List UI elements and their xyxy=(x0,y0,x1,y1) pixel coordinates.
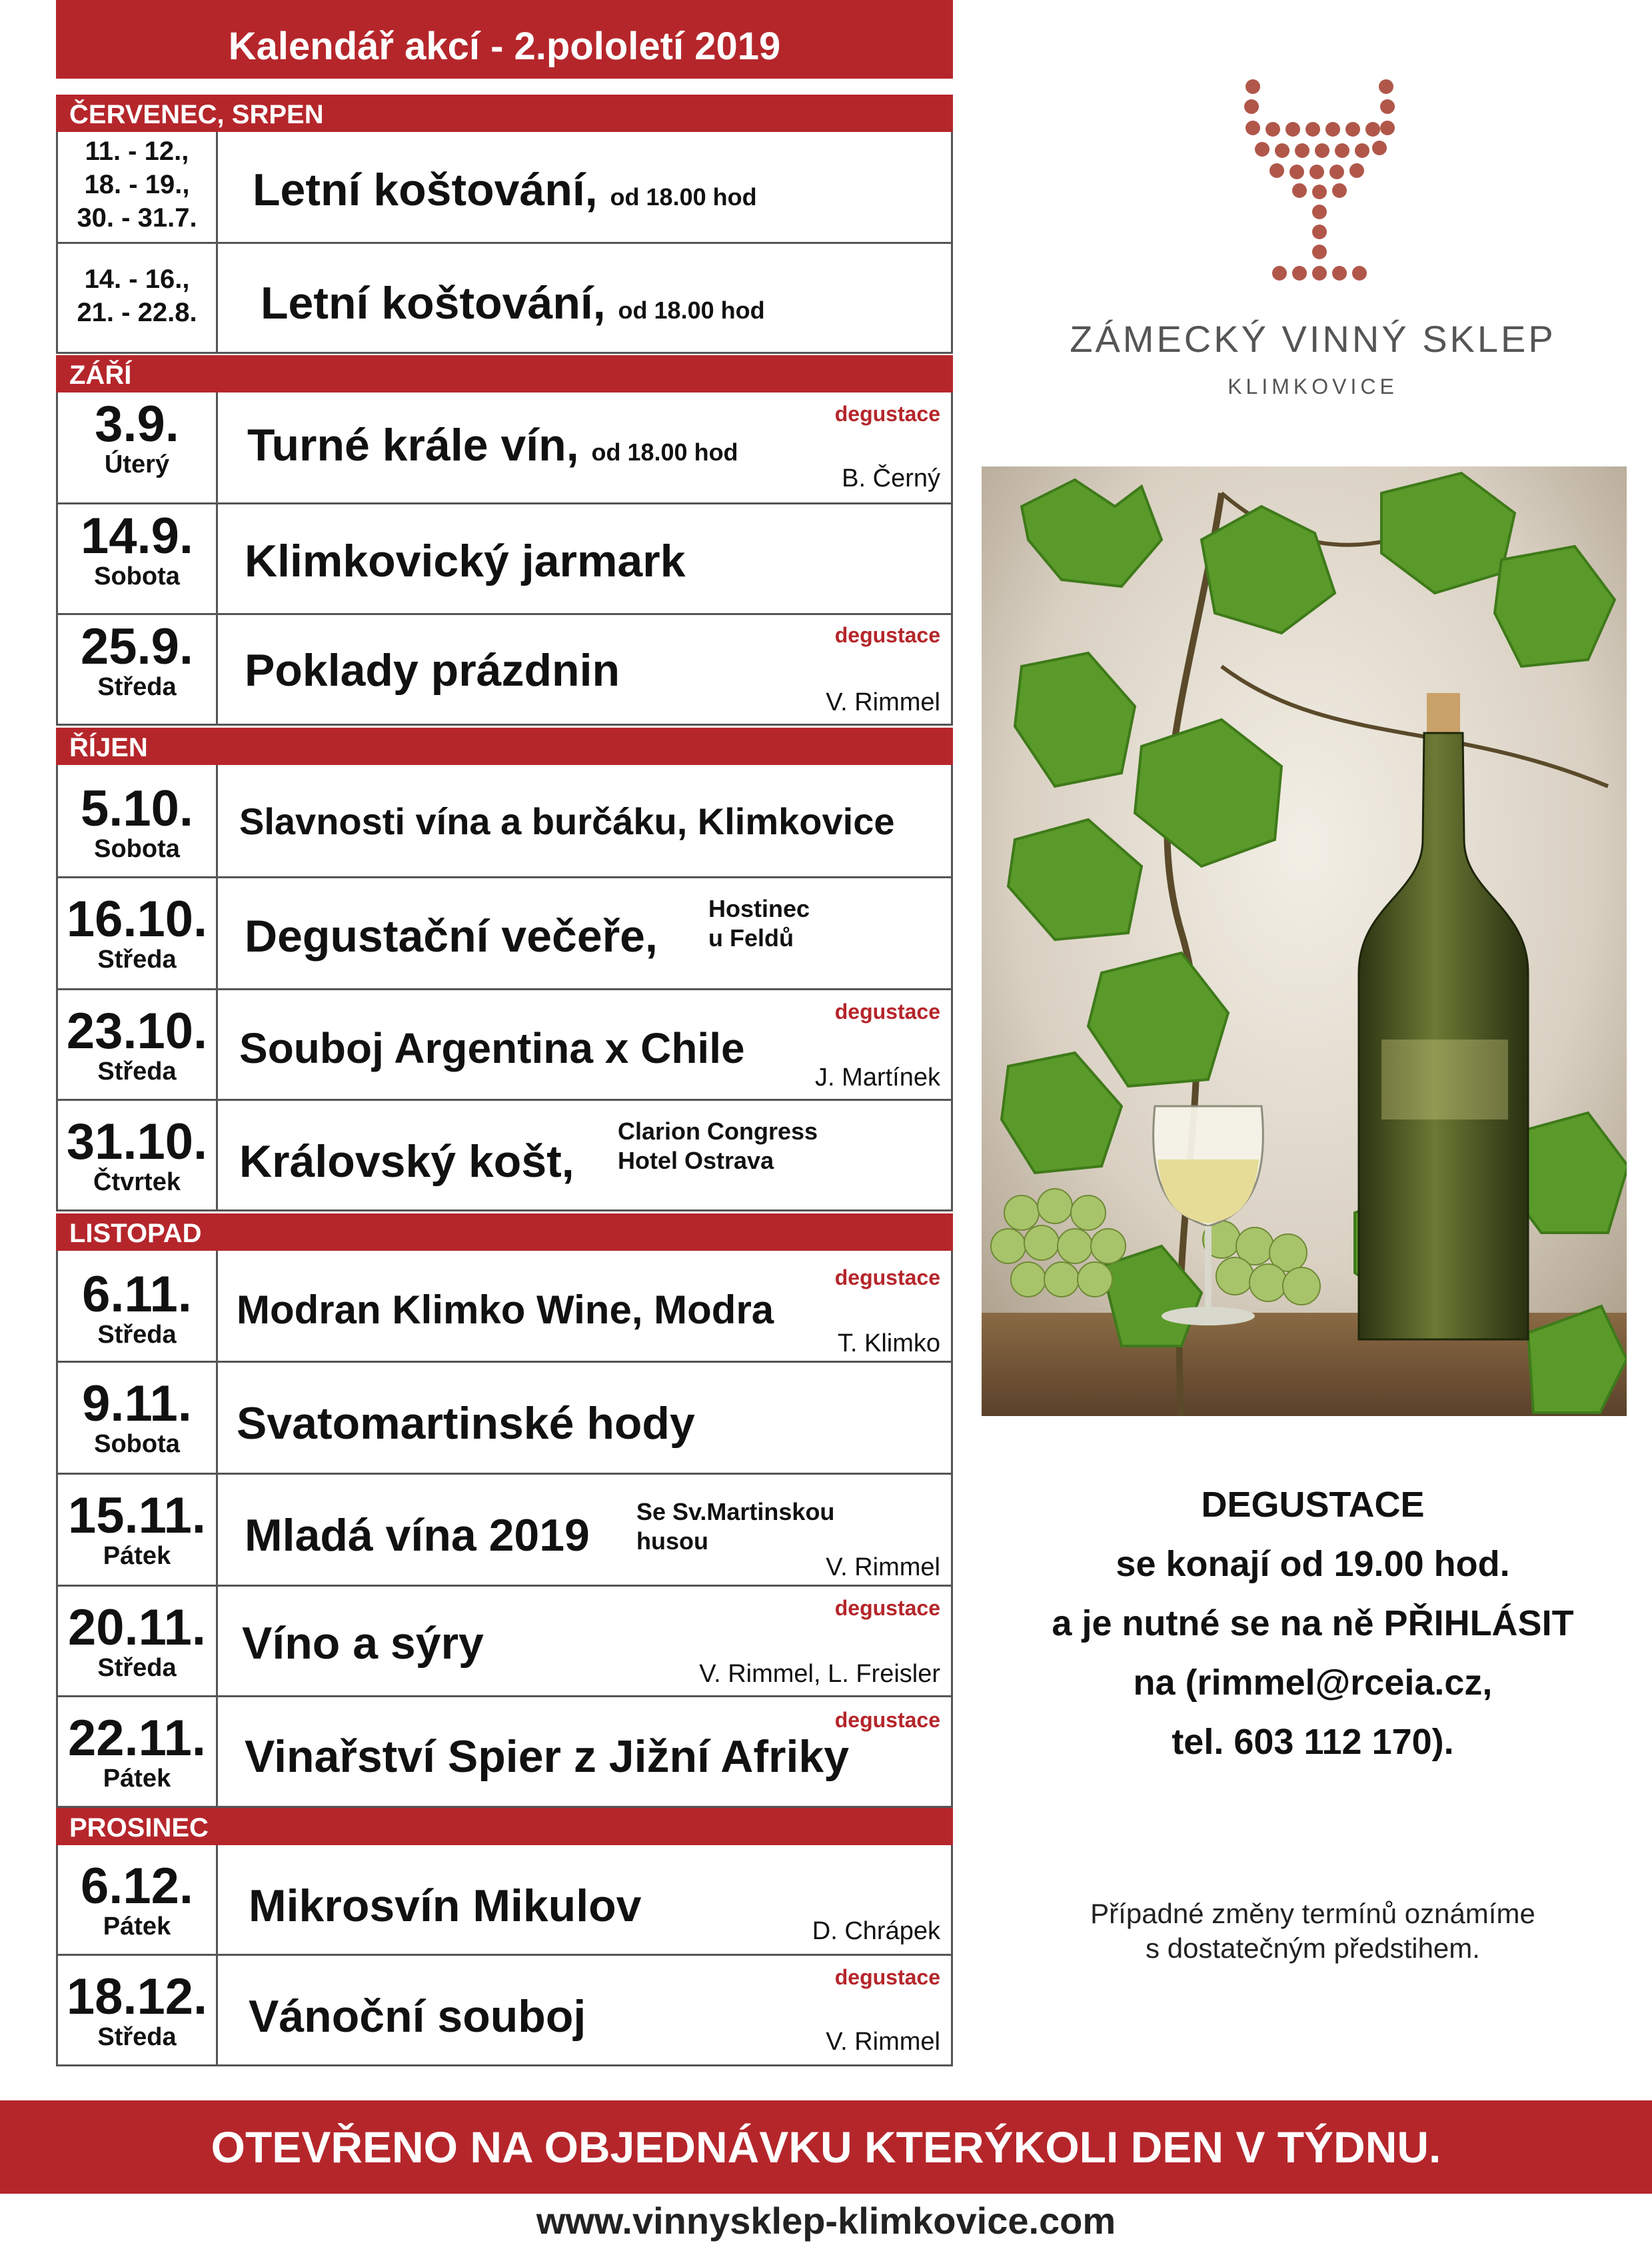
event-date: 6.12. xyxy=(80,1858,194,1914)
event-title: Souboj Argentina x Chile xyxy=(239,1024,745,1072)
event-title: Svatomartinské hody xyxy=(237,1398,695,1449)
degustace-label: degustace xyxy=(834,1965,940,1989)
changes-notice-line: s dostatečným předstihem. xyxy=(1146,1932,1480,1964)
event-date: 18.12. xyxy=(66,1968,208,2025)
event-weekday: Středa xyxy=(97,673,177,701)
event-weekday: Středa xyxy=(97,1321,177,1349)
degustace-label: degustace xyxy=(834,1708,940,1732)
event-row xyxy=(56,1251,953,1363)
month-header-oct: ŘÍJEN xyxy=(56,728,953,765)
event-date: 23.10. xyxy=(66,1003,208,1060)
month-header-jul-aug: ČERVENEC, SRPEN xyxy=(56,95,953,132)
event-date: 15.11. xyxy=(67,1487,207,1544)
event-presenter: J. Martínek xyxy=(815,1064,940,1092)
event-weekday: Čtvrtek xyxy=(93,1168,181,1196)
month-header-nov: LISTOPAD xyxy=(56,1213,953,1251)
event-presenter: B. Černý xyxy=(842,464,940,492)
logo-place: KLIMKOVICE xyxy=(1228,375,1398,398)
event-title xyxy=(247,419,738,471)
event-title: Klimkovický jarmark xyxy=(245,536,686,586)
event-row xyxy=(56,1587,953,1697)
month-header-sep: ZÁŘÍ xyxy=(56,355,953,392)
logo-name: ZÁMECKÝ VINNÝ SKLEP xyxy=(1070,318,1556,360)
event-presenter: V. Rimmel, L. Freisler xyxy=(699,1660,940,1688)
event-date: 31.10. xyxy=(66,1114,208,1170)
event-weekday: Pátek xyxy=(103,1912,171,1940)
event-date-line: 30. - 31.7. xyxy=(77,203,197,233)
event-note-line: husou xyxy=(636,1527,708,1555)
event-date-line: 21. - 22.8. xyxy=(77,298,197,327)
event-date-cell xyxy=(58,244,218,352)
event-row xyxy=(56,615,953,726)
degustace-label: degustace xyxy=(834,402,940,426)
calendar-title: Kalendář akcí - 2.pololetí 2019 xyxy=(56,0,953,79)
opening-banner: OTEVŘENO NA OBJEDNÁVKU KTERÝKOLI DEN V TÝDNU. xyxy=(0,2100,1652,2194)
event-date: 3.9. xyxy=(95,396,179,452)
event-venue-line: u Feldů xyxy=(708,924,794,952)
event-title: Poklady prázdnin xyxy=(245,645,620,696)
event-presenter: T. Klimko xyxy=(837,1329,940,1357)
event-date-cell xyxy=(58,392,218,502)
event-weekday: Úterý xyxy=(104,450,170,478)
event-date-cell xyxy=(58,765,218,876)
event-weekday: Pátek xyxy=(103,1542,171,1570)
event-row xyxy=(56,244,953,354)
event-row xyxy=(56,990,953,1101)
degustace-info-line: se konají od 19.00 hod. xyxy=(1116,1544,1510,1584)
event-presenter: V. Rimmel xyxy=(826,1553,940,1581)
event-weekday: Středa xyxy=(97,1058,177,1086)
event-row xyxy=(56,504,953,615)
degustace-label: degustace xyxy=(834,623,940,647)
event-presenter: V. Rimmel xyxy=(826,2028,940,2056)
event-date-line: 11. - 12., xyxy=(85,137,189,166)
event-row xyxy=(56,132,953,244)
event-title: Modran Klimko Wine, Modra xyxy=(237,1287,774,1332)
event-date-cell xyxy=(58,132,218,242)
event-weekday: Sobota xyxy=(94,835,180,863)
degustace-label: degustace xyxy=(834,1596,940,1620)
event-time: od 18.00 hod xyxy=(618,297,765,324)
wine-glass-logo-icon xyxy=(1239,73,1399,293)
event-date-cell xyxy=(58,1101,218,1209)
degustace-info-heading: DEGUSTACE xyxy=(1201,1485,1425,1525)
event-venue-line: Clarion Congress xyxy=(618,1118,818,1145)
event-row xyxy=(56,1697,953,1808)
event-date: 9.11. xyxy=(82,1375,192,1432)
event-weekday: Sobota xyxy=(94,1430,180,1458)
event-date-cell xyxy=(58,504,218,613)
event-time: od 18.00 hod xyxy=(610,183,757,211)
month-header-dec: PROSINEC xyxy=(56,1808,953,1845)
event-date: 5.10. xyxy=(80,780,194,837)
event-title xyxy=(261,277,765,329)
event-presenter: V. Rimmel xyxy=(826,688,940,716)
event-title: Degustační večeře, xyxy=(245,911,658,962)
event-title: Mikrosvín Mikulov xyxy=(249,1880,642,1931)
event-venue xyxy=(708,894,810,953)
event-date-cell xyxy=(58,990,218,1099)
wine-bottle-photo xyxy=(982,466,1627,1416)
event-venue-line: Hotel Ostrava xyxy=(618,1147,774,1174)
event-date: 25.9. xyxy=(80,618,194,675)
event-weekday: Pátek xyxy=(103,1765,171,1793)
event-time: od 18.00 hod xyxy=(591,438,738,466)
degustace-info-line: a je nutné se na ně PŘIHLÁSIT xyxy=(1052,1603,1574,1643)
event-note-line: Se Sv.Martinskou xyxy=(636,1498,835,1525)
event-title-text: Letní koštování, xyxy=(261,278,606,329)
event-date-line: 14. - 16., xyxy=(84,265,190,294)
degustace-label: degustace xyxy=(834,1265,940,1289)
event-title-text: Turné krále vín, xyxy=(247,420,579,470)
event-note xyxy=(636,1497,834,1556)
event-date: 22.11. xyxy=(67,1710,207,1767)
event-row xyxy=(56,1475,953,1587)
event-date: 14.9. xyxy=(80,508,194,564)
event-date-cell xyxy=(58,1475,218,1585)
event-date-line: 18. - 19., xyxy=(84,170,190,199)
degustace-info-email: na (rimmel@rceia.cz, xyxy=(1133,1663,1493,1703)
event-date-cell xyxy=(58,1956,218,2064)
event-row xyxy=(56,1956,953,2066)
event-weekday: Sobota xyxy=(94,562,180,590)
event-title xyxy=(253,164,757,216)
event-date-cell xyxy=(58,1587,218,1695)
event-row xyxy=(56,878,953,990)
event-title: Vinařství Spier z Jižní Afriky xyxy=(245,1731,850,1782)
event-date-cell xyxy=(58,1845,218,1954)
event-row xyxy=(56,765,953,878)
event-weekday: Středa xyxy=(97,946,177,974)
event-date: 16.10. xyxy=(66,891,208,948)
event-title: Víno a sýry xyxy=(242,1618,484,1669)
event-title-text: Letní koštování, xyxy=(253,165,598,215)
degustace-label: degustace xyxy=(834,1000,940,1024)
website-link[interactable]: www.vinnysklep-klimkovice.com xyxy=(536,2200,1116,2242)
event-presenter: D. Chrápek xyxy=(812,1917,940,1945)
event-title: Slavnosti vína a burčáku, Klimkovice xyxy=(239,800,895,842)
event-row xyxy=(56,1363,953,1475)
event-date-cell xyxy=(58,878,218,988)
changes-notice-line: Případné změny termínů oznámíme xyxy=(1090,1898,1535,1929)
event-venue-line: Hostinec xyxy=(708,895,810,922)
event-date-cell xyxy=(58,615,218,724)
event-row xyxy=(56,392,953,504)
event-row xyxy=(56,1845,953,1956)
event-weekday: Středa xyxy=(97,2023,177,2051)
event-row xyxy=(56,1101,953,1211)
event-date-cell xyxy=(58,1251,218,1361)
event-title: Vánoční souboj xyxy=(249,1991,586,2042)
event-venue xyxy=(618,1117,818,1175)
event-weekday: Středa xyxy=(97,1654,177,1682)
event-title: Královský košt, xyxy=(239,1136,574,1187)
degustace-info-phone: tel. 603 112 170). xyxy=(1172,1722,1454,1762)
event-date-cell xyxy=(58,1697,218,1806)
event-date: 6.11. xyxy=(82,1266,192,1323)
event-title: Mladá vína 2019 xyxy=(245,1510,590,1561)
event-date: 20.11. xyxy=(67,1599,207,1656)
event-date-cell xyxy=(58,1363,218,1473)
